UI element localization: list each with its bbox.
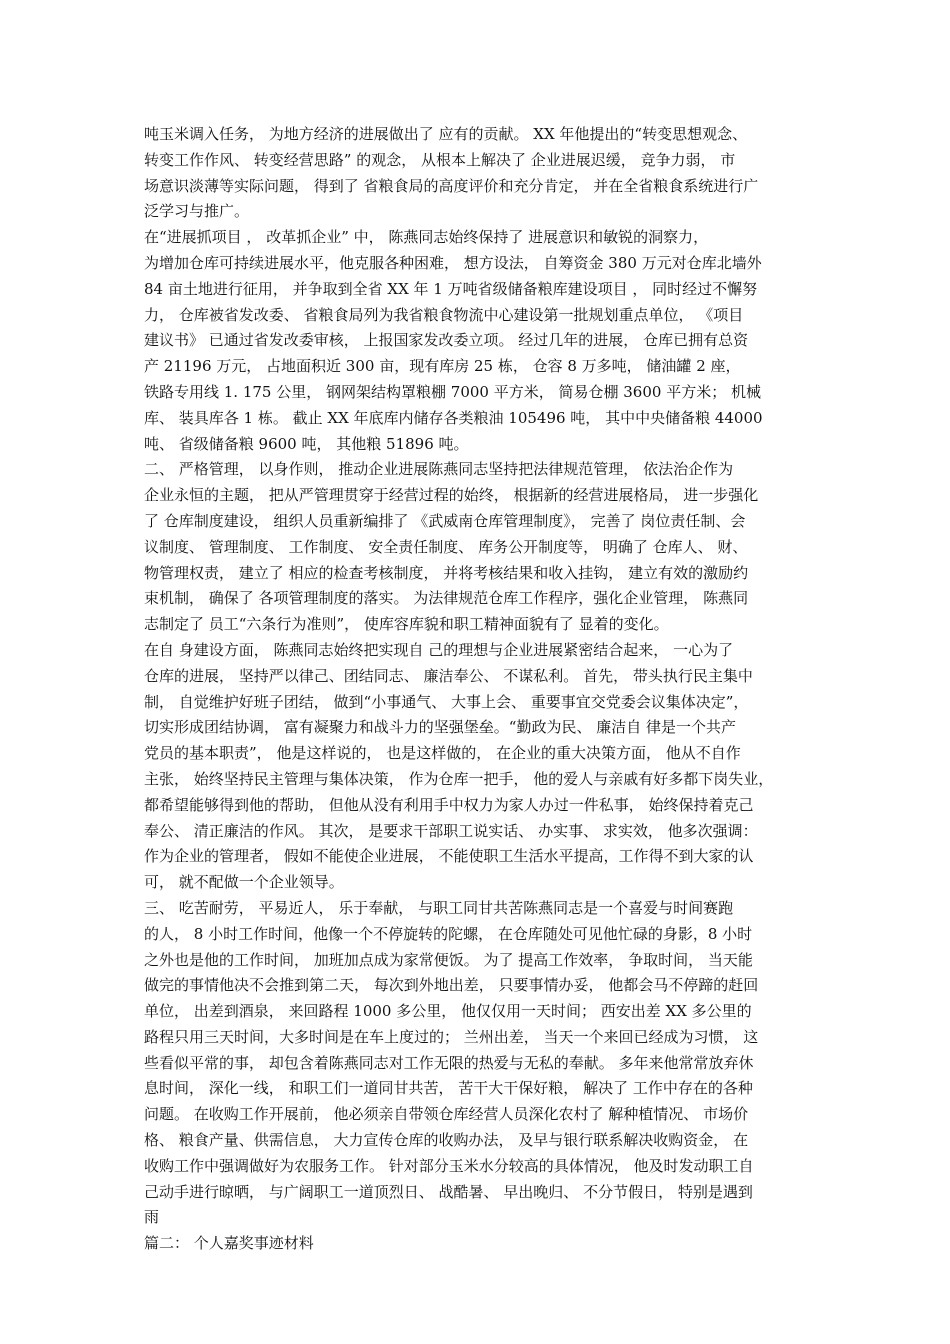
text-line: 些看似平常的事， 却包含着陈燕同志对工作无限的热爱与无私的奉献。 多年来他常常放弃休 [144,1053,754,1072]
text-line: 问题。 在收购工作开展前， 他必须亲自带领仓库经营人员深化农村了 解种植情况、 市场价 [144,1105,749,1124]
text-line: 在自 身建设方面， 陈燕同志始终把实现自 己的理想与企业进展紧密结合起来， 一心为了 [144,640,734,659]
text-line: 力， 仓库被省发改委、 省粮食局列为我省粮食物流中心建设第一批规划重点单位， 《项目 [144,305,744,324]
text-line: 物管理权责， 建立了 相应的检查考核制度， 并将考核结果和收入挂钩， 建立有效的激励约 [144,563,749,582]
text-line: 收购工作中强调做好为农服务工作。 针对部分玉米水分较高的具体情况， 他及时发动职工自 [144,1156,754,1175]
text-line: 转变工作作风、 转变经营思路” 的观念， 从根本上解决了 企业进展迟缓， 竞争力弱， 市 [144,150,736,169]
text-line: 束机制， 确保了 各项管理制度的落实。 为法律规范仓库工作程序，强化企业管理， 陈燕同 [144,589,749,608]
body-paragraph [144,225,814,457]
text-line: 建议书》 已通过省发改委审核， 上报国家发改委立项。 经过几年的进展， 仓库已拥有总资 [144,331,749,350]
text-line: 库、 装具库各 1 栋。 截止 XX 年底库内储存各类粮油 105496 吨， 其中中央储备粮 44000 [144,408,763,427]
text-line: 企业永恒的主题， 把从严管理贯穿于经营过程的始终， 根据新的经营进展格局， 进一步强化 [144,486,759,505]
text-line: 志制定了 员工“六条行为准则”， 使库容库貌和职工精神面貌有了 显着的变化。 [144,615,669,634]
text-line: 切实形成团结协调， 富有凝聚力和战斗力的坚强堡垒。“勤政为民、 廉洁自 律是一个共产 [144,718,736,737]
text-line: 制， 自觉维护好班子团结， 做到“小事通气、 大事上会、 重要事宜交党委会议集体决定”， [144,692,749,711]
text-line: 为增加仓库可持续进展水平，他克服各种困难， 想方设法， 自筹资金 380 万元对仓库北墙外 [144,253,762,272]
text-line: 的人， 8 小时工作时间，他像一个不停旋转的陀螺， 在仓库随处可见他忙碌的身影，8 小时 [144,924,753,943]
text-line: 雨 [144,1208,160,1227]
text-line: 奉公、 清正廉洁的作风。 其次， 是要求干部职工说实话、 办实事、 求实效， 他多次强调： [144,821,758,840]
text-line: 产 21196 万元， 占地面积近 300 亩，现有库房 25 栋， 仓容 8 万多吨， 储油罐 2 座， [144,357,741,376]
text-line: 三、 吃苦耐劳， 平易近人， 乐于奉献， 与职工同甘共苦陈燕同志是一个喜爱与时间赛跑 [144,898,734,917]
text-line: 党员的基本职责”， 他是这样说的， 也是这样做的， 在企业的重大决策方面， 他从不自作 [144,744,741,763]
text-line: 在“进展抓项目 ， 改革抓企业” 中， 陈燕同志始终保持了 进展意识和敏锐的洞察力， [144,228,709,247]
text-line: 可， 就不配做一个企业领导。 [144,873,344,892]
text-line: 做完的事情他决不会推到第二天， 每次到外地出差， 只要事情办妥， 他都会马不停蹄的赶回 [144,976,759,995]
body-paragraph [144,896,814,1231]
text-line: 息时间， 深化一线， 和职工们一道同甘共苦， 苦干大干保好粮， 解决了 工作中存在的各种 [144,1079,753,1098]
text-line: 格、 粮食产量、供需信息， 大力宣传仓库的收购办法， 及早与银行联系解决收购资金， 在 [144,1131,749,1150]
text-line: 之外也是他的工作时间， 加班加点成为家常便饭。 为了 提高工作效率， 争取时间， 当天能 [144,950,753,969]
body-paragraph [144,122,814,225]
text-line: 场意识淡薄等实际问题， 得到了 省粮食局的高度评价和充分肯定， 并在全省粮食系统进行广 [144,176,759,195]
text-line: 84 亩土地进行征用， 并争取到全省 XX 年 1 万吨省级储备粮库建设项目 ， 同时经过不懈努 [144,279,758,298]
text-line: 仓库的进展， 坚持严以律己、团结同志、 廉洁奉公、 不谋私利。 首先， 带头执行民主集中 [144,666,753,685]
document-body [144,122,814,1257]
section-heading: 篇二： 个人嘉奖事迹材料 [144,1234,314,1253]
text-line: 作为企业的管理者， 假如不能使企业进展， 不能使职工生活水平提高，工作得不到大家的认 [144,847,754,866]
text-line: 了 仓库制度建设， 组织人员重新编排了 《武威南仓库管理制度》， 完善了 岗位责任制、会 [144,511,746,530]
text-line: 泛学习与推广。 [144,202,250,221]
text-line: 单位， 出差到酒泉， 来回路程 1000 多公里， 他仅仅用一天时间； 西安出差 XX 多公里的 [144,1002,752,1021]
text-line: 吨玉米调入任务， 为地方经济的进展做出了 应有的贡献。 XX 年他提出的“转变思想观念、 [144,125,748,143]
text-line: 己动手进行晾晒， 与广阔职工一道顶烈日、 战酷暑、 早出晚归、 不分节假日， 特别是遇到 [144,1182,753,1201]
text-line: 议制度、 管理制度、 工作制度、 安全责任制度、 库务公开制度等， 明确了 仓库人、 财、 [144,537,748,556]
body-paragraph [144,457,814,638]
text-line: 主张， 始终坚持民主管理与集体决策， 作为仓库一把手， 他的爱人与亲戚有好多都下岗失业， [144,769,774,788]
text-line: 铁路专用线 1. 175 公里， 钢网架结构罩粮棚 7000 平方米， 简易仓棚 3600 平方米； 机械 [144,382,761,401]
text-line: 都希望能够得到他的帮助， 但他从没有利用手中权力为家人办过一件私事， 始终保持着克己 [144,795,754,814]
text-line: 二、 严格管理， 以身作则， 推动企业进展陈燕同志坚持把法律规范管理， 依法治企作为 [144,460,734,479]
body-paragraph [144,638,814,896]
text-line: 吨、 省级储备粮 9600 吨， 其他粮 51896 吨。 [144,434,469,453]
text-line: 路程只用三天时间，大多时间是在车上度过的； 兰州出差， 当天一个来回已经成为习惯， 这 [144,1027,759,1046]
